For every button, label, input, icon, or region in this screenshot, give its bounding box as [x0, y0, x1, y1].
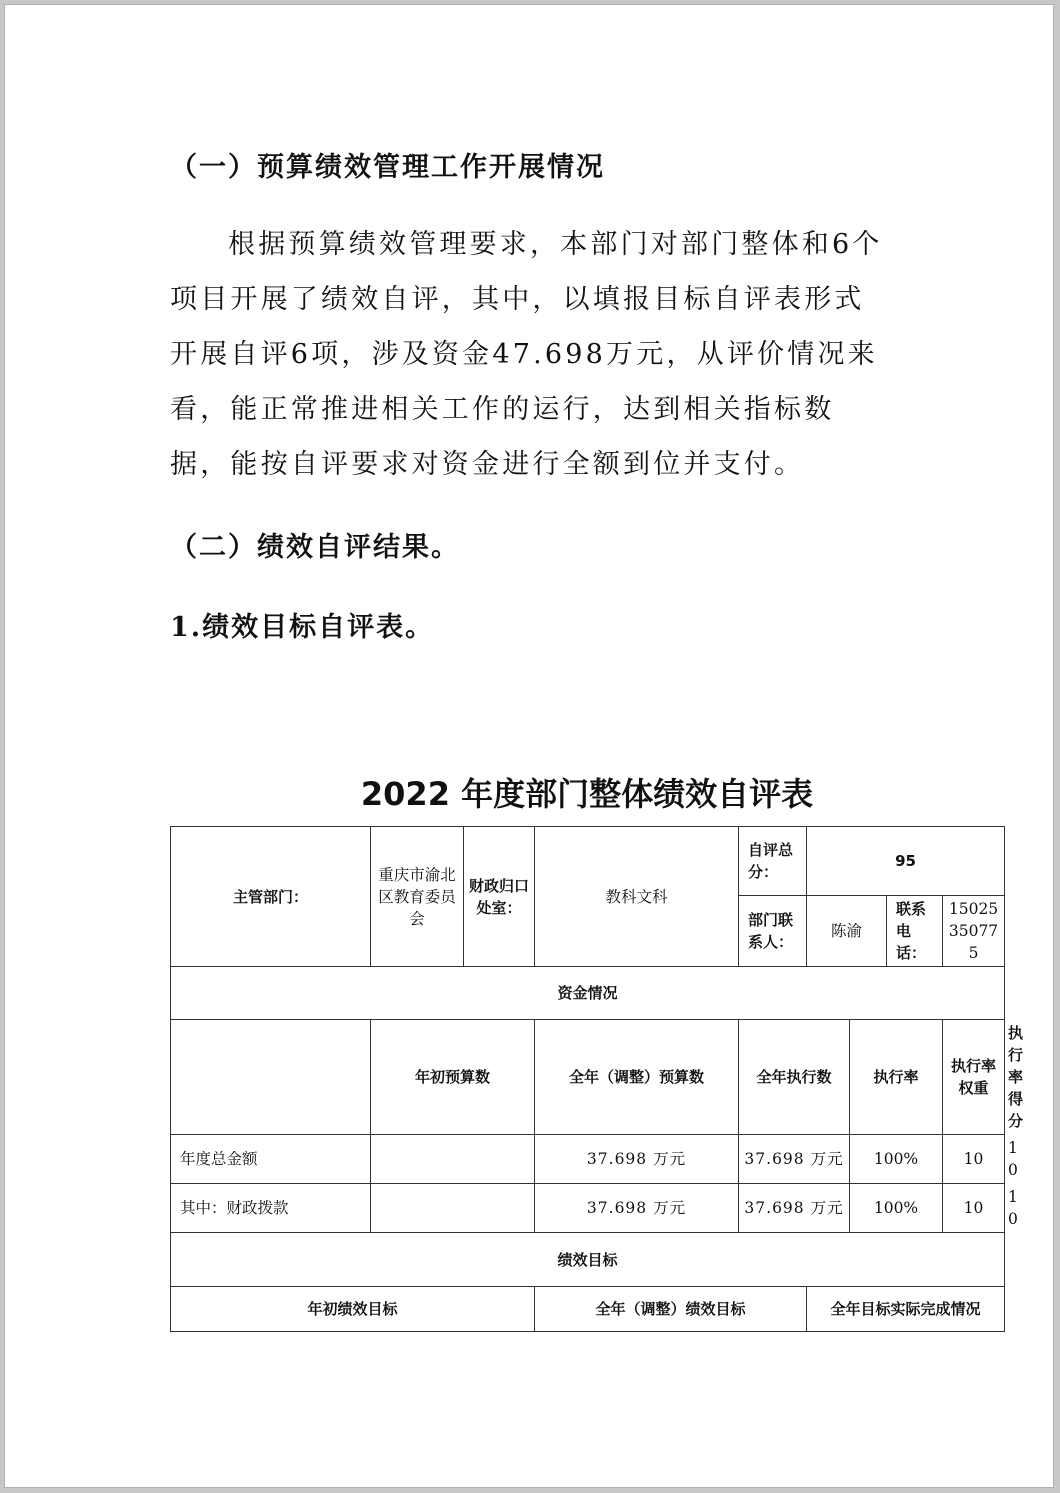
row-initial — [371, 1135, 535, 1184]
contact-label-cell: 部门联系人： — [739, 896, 807, 967]
col-header-rate: 执行率 — [850, 1020, 943, 1135]
score-label-cell: 自评总分： — [739, 827, 807, 896]
section-heading-budget-management: （一）预算绩效管理工作开展情况 — [170, 152, 605, 183]
row-adjusted: 37.698 万元 — [535, 1184, 739, 1233]
row-weight: 10 — [943, 1184, 1005, 1233]
col-header-initial: 年初预算数 — [371, 1020, 535, 1135]
goals-header-cell: 绩效目标 — [171, 1233, 1005, 1287]
contact-value-cell: 陈渝 — [807, 896, 887, 967]
row-adjusted: 37.698 万元 — [535, 1135, 739, 1184]
row-initial — [371, 1184, 535, 1233]
dept-value-cell: 重庆市渝北区教育委员会 — [371, 827, 464, 967]
section-heading-self-evaluation: （二）绩效自评结果。 — [170, 532, 460, 563]
document-page — [4, 4, 1054, 1488]
col-header-adjusted: 全年（调整）预算数 — [535, 1020, 739, 1135]
table-title: 2022 年度部门整体绩效自评表 — [360, 775, 814, 813]
dept-label-cell: 主管部门： — [171, 827, 371, 967]
funds-header-cell: 资金情况 — [171, 967, 1005, 1020]
col-header-executed: 全年执行数 — [739, 1020, 850, 1135]
performance-evaluation-table: 主管部门： 重庆市渝北区教育委员会 财政归口处室： 教科文科 自评总分： 95 部门联系人： 陈渝 联系电话： 15025350775 资金情况 年初预算数 全年（调整）预算数 全年执行数 执行率 执行率权重 执行率得分 年度总金额 37.698 万元 37.698 万元 100% 10 10 其中：财政拨款 37.698 万元 37.698 万元 100% 10 10 绩效目标 年初绩效目标 全年（调整）绩效目标 全年目标实际完成情况 — [170, 826, 1005, 1332]
section-paragraph: 根据预算绩效管理要求，本部门对部门整体和6个项目开展了绩效自评，其中，以填报目标自评表形式开展自评6项，涉及资金47.698万元，从评价情况来看，能正常推进相关工作的运行，达到相关指标数据，能按自评要求对资金进行全额到位并支付。 — [170, 229, 883, 480]
score-value-cell: 95 — [807, 827, 1005, 896]
row-rate: 100% — [850, 1184, 943, 1233]
office-label-cell: 财政归口处室： — [464, 827, 535, 967]
row-label: 年度总金额 — [171, 1135, 371, 1184]
row-weight: 10 — [943, 1135, 1005, 1184]
row-executed: 37.698 万元 — [739, 1135, 850, 1184]
row-rate: 100% — [850, 1135, 943, 1184]
office-value-cell: 教科文科 — [535, 827, 739, 967]
goal-col-actual: 全年目标实际完成情况 — [807, 1287, 1005, 1332]
table-row: 年度总金额 37.698 万元 37.698 万元 100% 10 10 — [171, 1135, 1005, 1184]
goal-col-initial: 年初绩效目标 — [171, 1287, 535, 1332]
col-header-weight: 执行率权重 — [943, 1020, 1005, 1135]
funds-corner-cell — [171, 1020, 371, 1135]
goal-col-adjusted: 全年（调整）绩效目标 — [535, 1287, 807, 1332]
row-label: 其中：财政拨款 — [171, 1184, 371, 1233]
phone-value-cell: 15025350775 — [943, 896, 1005, 967]
table-row: 其中：财政拨款 37.698 万元 37.698 万元 100% 10 10 — [171, 1184, 1005, 1233]
subsection-heading-goal-table: 1.绩效目标自评表。 — [170, 612, 435, 643]
row-executed: 37.698 万元 — [739, 1184, 850, 1233]
phone-label-cell: 联系电话： — [887, 896, 943, 967]
